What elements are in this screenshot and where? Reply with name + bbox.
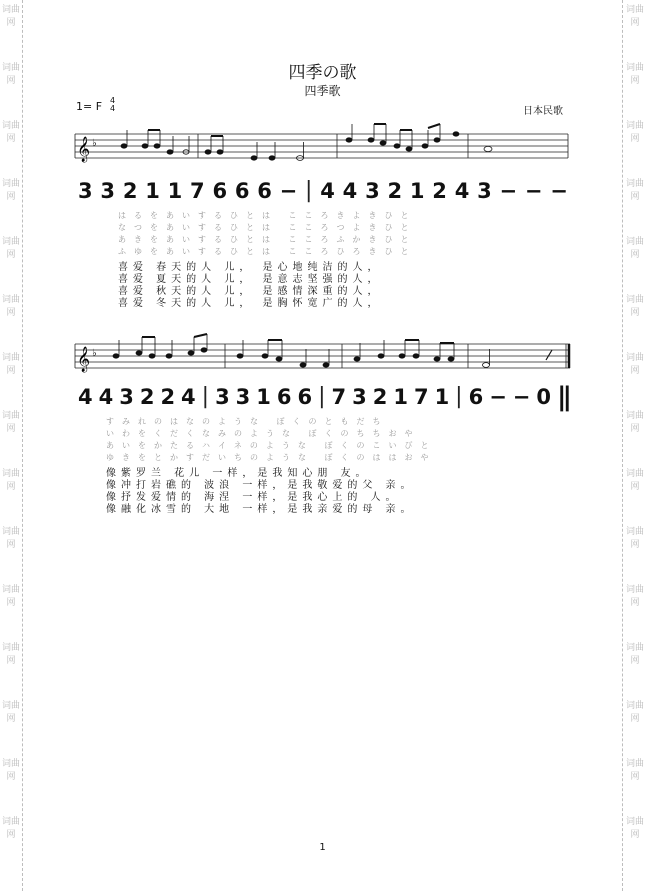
song-subtitle: 四季歌 (304, 84, 341, 98)
jianpu-note: 1 (167, 179, 183, 203)
watermark: 词曲网 (626, 527, 645, 550)
song-title: 四季の歌 (288, 63, 357, 83)
jianpu-note: 3 (352, 385, 367, 409)
watermark: 词曲网 (2, 237, 21, 260)
jianpu-note: 6 (257, 179, 272, 203)
watermark: 词曲网 (2, 5, 21, 28)
watermark: 词曲网 (626, 585, 645, 608)
jianpu-note: 3 (215, 385, 230, 409)
jianpu-note: 7 (331, 385, 347, 409)
chinese-lyric-line: 喜爱 冬天的人 儿， 是胸怀宽广的人， (118, 298, 383, 309)
jianpu-note: 4 (454, 179, 470, 203)
jianpu-note: 2 (160, 385, 176, 409)
watermark: 词曲网 (626, 63, 645, 86)
svg-text:♭: ♭ (92, 138, 97, 149)
jianpu-note: 4 (320, 179, 335, 203)
staff-system-1 (0, 120, 645, 180)
kana-lyric-line: いわをくだくなみのような ぼくのちちおや (106, 429, 421, 438)
watermark: 词曲网 (2, 585, 21, 608)
jianpu-note: 2 (139, 385, 155, 409)
kana-lyric-line: すみれのはなのような ぼくのともだち (106, 417, 389, 426)
time-signature-top: 4 (110, 96, 116, 105)
jianpu-note: 2 (387, 179, 403, 203)
watermark: 词曲网 (626, 121, 645, 144)
kana-lyric-line: ふゆをあいするひとは こころひろきひと (118, 247, 417, 256)
jianpu-note: 2 (122, 179, 138, 203)
jianpu-note: 4 (181, 385, 196, 409)
chinese-lyric-line: 像冲打岩礁的 波浪 一样，是我敬爱的父 亲。 (106, 480, 416, 491)
page-number: 1 (319, 842, 326, 853)
jianpu-note: 3 (119, 385, 134, 409)
chinese-lyric-line: 像抒发爱情的 海涅 一样，是我心上的 人。 (106, 492, 401, 503)
watermark: 词曲网 (626, 353, 645, 376)
kana-lyric-line: あきをあいするひとは こころふかきひと (118, 235, 417, 244)
jianpu-note: 3 (477, 179, 492, 203)
composer: 日本民歌 (523, 106, 563, 117)
chinese-lyric-line: 像紫罗兰 花儿 一样，是我知心朋 友。 (106, 468, 371, 479)
kana-lyric-line: なつをあいするひとは こころつよきひと (118, 223, 417, 232)
watermark: 词曲网 (2, 469, 21, 492)
watermark: 词曲网 (626, 643, 645, 666)
kana-lyric-line: あいをかたるハイネのような ぼくのこいびと (106, 441, 437, 450)
watermark: 词曲网 (2, 353, 21, 376)
svg-text:𝄞: 𝄞 (77, 137, 91, 162)
jianpu-dash: − (489, 385, 507, 409)
kana-lyric-line: はるをあいするひとは こころきよきひと (118, 211, 417, 220)
watermark: 词曲网 (626, 237, 645, 260)
jianpu-note: 7 (190, 179, 205, 203)
watermark: 词曲网 (2, 701, 21, 724)
jianpu-note: 1 (256, 385, 271, 409)
watermark: 词曲网 (2, 759, 21, 782)
jianpu-note: 1 (393, 385, 408, 409)
jianpu-note: 6 (297, 385, 313, 409)
watermark: 词曲网 (2, 179, 21, 202)
watermark: 词曲网 (626, 411, 645, 434)
watermark: 词曲网 (626, 179, 645, 202)
jianpu-note: 6 (234, 179, 250, 203)
barline: | (201, 384, 210, 409)
jianpu-note: 0 (536, 385, 551, 409)
jianpu-dash: − (550, 179, 568, 203)
watermark: 词曲网 (2, 643, 21, 666)
watermark: 词曲网 (626, 5, 645, 28)
jianpu-note: 3 (235, 385, 251, 409)
time-signature-bottom: 4 (110, 104, 116, 113)
jianpu-note: 4 (78, 385, 93, 409)
jianpu-dash: − (524, 179, 543, 203)
jianpu-note: 3 (365, 179, 380, 203)
final-barline: || (556, 382, 568, 412)
chinese-lyric-line: 喜爱 秋天的人 儿， 是感情深重的人， (118, 286, 383, 297)
jianpu-note: 3 (78, 179, 93, 203)
watermark: 词曲网 (2, 817, 21, 840)
jianpu-dash: − (279, 179, 298, 203)
jianpu-note: 4 (98, 385, 114, 409)
chinese-lyric-line: 喜爱 春天的人 儿， 是心地纯洁的人， (118, 262, 383, 273)
watermark: 词曲网 (2, 411, 21, 434)
jianpu-note: 1 (409, 179, 425, 203)
watermark: 词曲网 (626, 701, 645, 724)
jianpu-note: 6 (276, 385, 292, 409)
jianpu-note: 7 (413, 385, 429, 409)
jianpu-line-1 (78, 178, 568, 204)
chinese-lyric-line: 像融化冰雪的 大地 一样，是我亲爱的母 亲。 (106, 504, 416, 515)
jianpu-line-2 (78, 384, 568, 410)
key-signature: 1= F (76, 100, 103, 113)
watermark: 词曲网 (626, 759, 645, 782)
svg-text:𝄞: 𝄞 (77, 347, 91, 372)
watermark: 词曲网 (2, 527, 21, 550)
chinese-lyric-line: 喜爱 夏天的人 儿， 是意志坚强的人， (118, 274, 383, 285)
watermark: 词曲网 (2, 121, 21, 144)
watermark: 词曲网 (626, 817, 645, 840)
jianpu-note: 6 (468, 385, 484, 409)
jianpu-note: 2 (432, 179, 447, 203)
jianpu-note: 2 (372, 385, 388, 409)
watermark: 词曲网 (626, 469, 645, 492)
jianpu-note: 6 (212, 179, 228, 203)
jianpu-note: 3 (100, 179, 116, 203)
jianpu-dash: − (499, 179, 518, 203)
watermark: 词曲网 (626, 295, 645, 318)
watermark: 词曲网 (2, 295, 21, 318)
jianpu-note: 1 (145, 179, 160, 203)
kana-lyric-line: ゆきをとかすだいちのような ぼくのははおや (106, 453, 437, 462)
barline: | (455, 384, 463, 409)
jianpu-note: 4 (342, 179, 358, 203)
barline: | (305, 178, 313, 203)
watermark: 词曲网 (2, 63, 21, 86)
time-signature (110, 97, 115, 113)
jianpu-note: 1 (434, 385, 450, 409)
barline: | (318, 384, 326, 409)
staff-system-2 (0, 330, 645, 390)
jianpu-dash: − (512, 385, 531, 409)
svg-text:♭: ♭ (92, 348, 97, 359)
